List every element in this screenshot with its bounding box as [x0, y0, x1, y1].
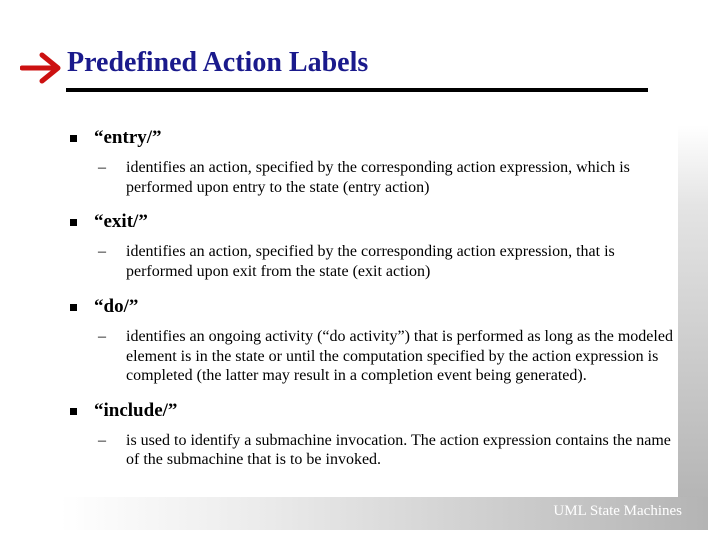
square-bullet-icon: [70, 408, 77, 415]
bullet-label: “exit/”: [94, 211, 148, 232]
bullet-label: “include/”: [94, 399, 178, 421]
slide-content: [68, 127, 678, 470]
sub-bullet: [98, 431, 678, 470]
bullet-label: “do/”: [94, 296, 139, 317]
footer-text: UML State Machines: [553, 503, 682, 519]
arrow-right-icon: [20, 50, 64, 86]
sub-bullet-text: identifies an action, specified by the corresponding action expression, that is performed upon exit from the state (exit action): [126, 243, 615, 280]
square-bullet-icon: [70, 135, 77, 142]
bullet-item: [68, 127, 678, 197]
bullet-item: [68, 296, 678, 386]
sub-bullet-text: identifies an ongoing activity (“do activity”) that is performed as long as the modeled element is in the state or until the computation specified by the action expression is completed (the latter may result in a completion event being generated).: [126, 328, 673, 384]
dash-marker: –: [98, 159, 106, 176]
square-bullet-icon: [70, 219, 77, 226]
bullet-item: [68, 211, 678, 281]
bullet-label: “entry/”: [94, 127, 162, 148]
panel-shadow-right: [678, 125, 708, 530]
slide-title: Predefined Action Labels: [67, 47, 369, 78]
sub-bullet: [98, 158, 678, 197]
bullet-item: [68, 400, 678, 470]
dash-marker: –: [98, 243, 106, 260]
sub-bullet-text: identifies an action, specified by the corresponding action expression, which is performed upon entry to the state (entry action): [126, 159, 630, 196]
title-underline: [66, 88, 648, 92]
dash-marker: –: [98, 328, 106, 345]
square-bullet-icon: [70, 304, 77, 311]
sub-bullet: [98, 327, 678, 386]
dash-marker: –: [98, 431, 106, 449]
sub-bullet-text: is used to identify a submachine invocation. The action expression contains the name of the submachine that is to be invoked.: [126, 431, 671, 468]
sub-bullet: [98, 242, 678, 281]
